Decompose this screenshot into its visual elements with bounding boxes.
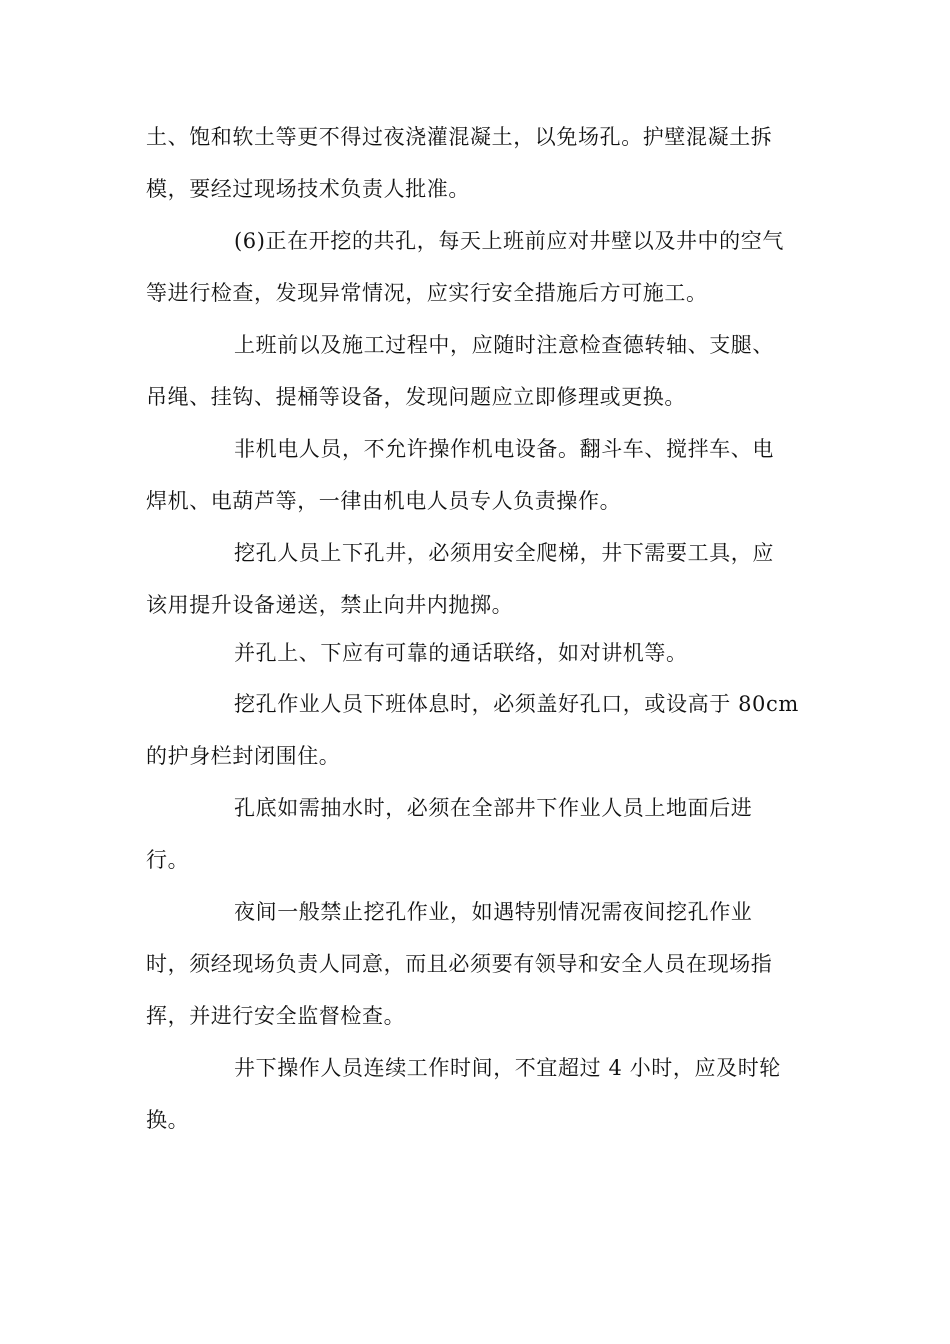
paragraph-line: 等进行检查，发现异常情况，应实行安全措施后方可施工。 (146, 281, 708, 305)
paragraph-line: 挖孔人员上下孔井，必须用安全爬梯，井下需要工具，应 (234, 541, 774, 565)
paragraph-line: 孔底如需抽水时，必须在全部井下作业人员上地面后进 (234, 796, 753, 820)
paragraph-line: 井下操作人员连续工作时间，不宜超过 4 小时，应及时轮 (234, 1056, 781, 1080)
paragraph-line: 时，须经现场负责人同意，而且必须要有领导和安全人员在现场指 (146, 952, 773, 976)
paragraph-line: 吊绳、挂钩、提桶等设备，发现问题应立即修理或更换。 (146, 385, 686, 409)
paragraph-line: 行。 (146, 848, 190, 872)
paragraph-line: 上班前以及施工过程中，应随时注意检查德转轴、支腿、 (234, 333, 774, 357)
paragraph-line: 模，要经过现场技术负责人批准。 (146, 177, 470, 201)
paragraph-line: 挥，并进行安全监督检查。 (146, 1004, 406, 1028)
paragraph-line: 土、饱和软土等更不得过夜浇灌混凝土，以免场孔。护壁混凝土拆 (146, 125, 773, 149)
paragraph-line: 换。 (146, 1108, 190, 1132)
paragraph-line: 夜间一般禁止挖孔作业，如遇特别情况需夜间挖孔作业 (234, 900, 753, 924)
paragraph-line: 并孔上、下应有可靠的通话联络，如对讲机等。 (234, 641, 688, 665)
paragraph-line: 挖孔作业人员下班体息时，必须盖好孔口，或设高于 80cm (234, 692, 799, 716)
paragraph-line: (6)正在开挖的共孔，每天上班前应对井壁以及井中的空气 (234, 229, 784, 253)
paragraph-line: 焊机、电葫芦等，一律由机电人员专人负责操作。 (146, 489, 622, 513)
paragraph-line: 该用提升设备递送，禁止向井内抛掷。 (146, 593, 514, 617)
paragraph-line: 非机电人员，不允许操作机电设备。翻斗车、搅拌车、电 (234, 437, 774, 461)
paragraph-line: 的护身栏封闭围住。 (146, 744, 341, 768)
